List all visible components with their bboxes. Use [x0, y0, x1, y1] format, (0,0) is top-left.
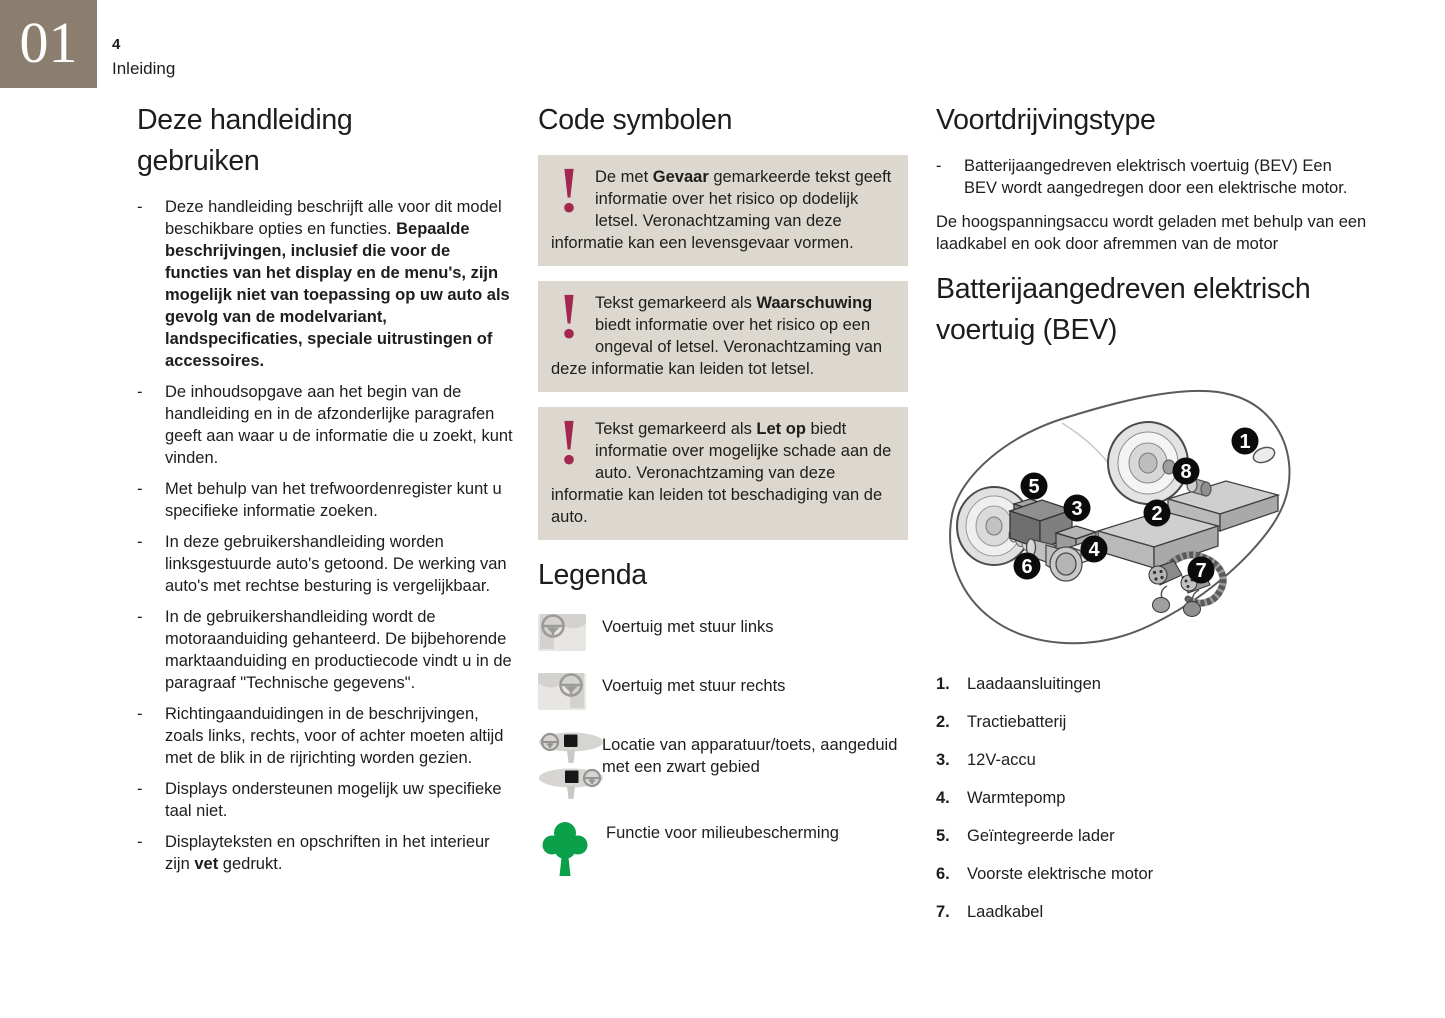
bullet-item: [137, 196, 513, 372]
dash-marker: -: [936, 157, 942, 175]
bullet-text: Deze handleiding beschrijft alle voor dit model beschikbare opties en functies. Bepaalde beschrijvingen, inclusief die voor de functies van het display en de menu's, zijn mogelijk niet van toepassing op uw auto als gevolg van de modelvariant, landspecificaties, speciale uitrustingen of accessoires.: [165, 198, 510, 370]
charging-paragraph: De hoogspanningsaccu wordt geladen met behulp van een laadkabel en ook door afremmen van de motor: [936, 213, 1367, 253]
bullet-item: [936, 155, 1368, 199]
bullet-item: [137, 831, 513, 875]
legend-item-eco: [538, 820, 908, 884]
callout-badge-5: [1021, 473, 1048, 500]
svg-text:1: 1: [1239, 431, 1251, 453]
legend-label: Functie voor milieubescherming: [606, 824, 839, 842]
dash-marker: -: [137, 833, 143, 851]
parts-list: [936, 673, 1368, 923]
legend-item-device-location: [538, 732, 908, 804]
bullet-text: Batterijaangedreven elektrisch voertuig (BEV) Een BEV wordt aangedregen door een elektrische motor.: [964, 157, 1348, 197]
callout-badge-4: [1081, 536, 1108, 563]
dash-marker: -: [137, 533, 143, 551]
dash-marker: -: [137, 780, 143, 798]
column-code-symbols: [538, 100, 908, 900]
exclamation-icon: [556, 420, 582, 468]
callout-badge-8: [1173, 458, 1200, 485]
callout-badge-7: [1188, 557, 1215, 584]
bullet-text: De inhoudsopgave aan het begin van de handleiding en in de afzonderlijke paragrafen geeft aan waar u de informatie die u zoekt, kunt vinden.: [165, 383, 513, 467]
list-item: 2. Tractiebatterij: [936, 713, 1067, 731]
part-label: Voorste elektrische motor: [967, 865, 1154, 883]
warning-box-warning: [538, 281, 908, 392]
legend-label: Locatie van apparatuur/toets, aangeduid met een zwart gebied: [602, 736, 898, 776]
chapter-number: 01: [19, 10, 78, 76]
callout-badge-3: [1064, 495, 1091, 522]
bullet-text: In de gebruikershandleiding wordt de motoraanduiding gehanteerd. De bijbehorende marktaanduiding en productiecode vindt u in de paragraaf "Technische gegevens".: [165, 608, 512, 692]
warning-text: Tekst gemarkeerd als Waarschuwing biedt informatie over het risico op een ongeval of letsel. Veronachtzaming van deze informatie kan leiden tot letsel.: [551, 294, 883, 378]
part-label: 12V-accu: [967, 751, 1036, 769]
list-item: 3. 12V-accu: [936, 751, 1036, 769]
legend-label: Voertuig met stuur rechts: [602, 677, 786, 695]
bullet-text: Richtingaanduidingen in de beschrijvingen, zoals links, rechts, voor of achter moeten altijd met de blik in de rijrichting worden gezien.: [165, 705, 504, 767]
bullet-item: [137, 778, 513, 822]
svg-text:2: 2: [1151, 503, 1163, 525]
column1-heading: Deze handleiding gebruiken: [137, 104, 353, 177]
section-title: Inleiding: [112, 59, 176, 78]
bullet-item: [137, 703, 513, 769]
svg-text:6: 6: [1021, 556, 1033, 578]
exclamation-icon: [556, 294, 582, 342]
bullet-text: Displayteksten en opschriften in het interieur zijn vet gedrukt.: [165, 833, 490, 873]
part-label: Laadkabel: [967, 903, 1044, 921]
svg-text:4: 4: [1088, 539, 1100, 561]
chapter-tab: [0, 0, 97, 88]
legend-heading: Legenda: [538, 559, 647, 591]
dash-marker: -: [137, 608, 143, 626]
legend-item-steering-right: [538, 673, 908, 716]
list-item: 7. Laadkabel: [936, 903, 1044, 921]
list-item: 4. Warmtepomp: [936, 789, 1066, 807]
warning-box-danger: [538, 155, 908, 266]
dash-marker: -: [137, 383, 143, 401]
column2-heading: Code symbolen: [538, 104, 733, 136]
part-label: Geïntegreerde lader: [967, 827, 1115, 845]
svg-text:3: 3: [1071, 498, 1083, 520]
dash-marker: -: [137, 198, 143, 216]
page-number: 4: [112, 36, 121, 53]
part-label: Laadaansluitingen: [967, 675, 1101, 693]
legend-item-steering-left: [538, 614, 908, 657]
page-header: [112, 36, 175, 80]
svg-text:8: 8: [1180, 461, 1192, 483]
list-item: 6. Voorste elektrische motor: [936, 865, 1154, 883]
callout-badge-1: [1232, 428, 1259, 455]
bev-subheading: Batterijaangedreven elektrisch voertuig (BEV): [936, 273, 1311, 346]
bullet-text: In deze gebruikershandleiding worden linksgestuurde auto's getoond. De werking van auto's met rechtse besturing is vergelijkbaar.: [165, 533, 507, 595]
svg-text:7: 7: [1195, 560, 1207, 582]
list-item: 5. Geïntegreerde lader: [936, 827, 1115, 845]
dash-marker: -: [137, 705, 143, 723]
tree-icon: [538, 820, 606, 884]
part-label: Tractiebatterij: [967, 713, 1067, 731]
column-propulsion-type: [936, 100, 1368, 939]
list-item: 1. Laadaansluitingen: [936, 675, 1101, 693]
bullet-item: [137, 606, 513, 694]
callout-badge-2: [1144, 500, 1171, 527]
dashboard-location-icon: [538, 732, 602, 804]
column-using-this-manual: [137, 100, 513, 884]
legend-label: Voertuig met stuur links: [602, 618, 774, 636]
bullet-item: [137, 478, 513, 522]
dash-marker: -: [137, 480, 143, 498]
steering-right-icon: [538, 673, 602, 716]
bullet-text: Met behulp van het trefwoordenregister kunt u specifieke informatie zoeken.: [165, 480, 502, 520]
callout-badge-6: [1014, 553, 1041, 580]
exclamation-icon: [556, 168, 582, 216]
warning-text: De met Gevaar gemarkeerde tekst geeft informatie over het risico op dodelijk letsel. Veronachtzaming van deze informatie kan een levensgevaar vormen.: [551, 168, 892, 252]
svg-text:5: 5: [1028, 476, 1040, 498]
column3-heading: Voortdrijvingstype: [936, 104, 1156, 136]
vehicle-diagram: [930, 363, 1445, 665]
warning-text: Tekst gemarkeerd als Let op biedt informatie over mogelijke schade aan de auto. Veronachtzaming van deze informatie kan leiden tot beschadiging van de auto.: [551, 420, 892, 526]
steering-left-icon: [538, 614, 602, 657]
bullet-text: Displays ondersteunen mogelijk uw specifieke taal niet.: [165, 780, 502, 820]
warning-box-caution: [538, 407, 908, 540]
bullet-item: [137, 381, 513, 469]
bev-components-illustration: [930, 363, 1445, 665]
part-label: Warmtepomp: [967, 789, 1066, 807]
bullet-item: [137, 531, 513, 597]
